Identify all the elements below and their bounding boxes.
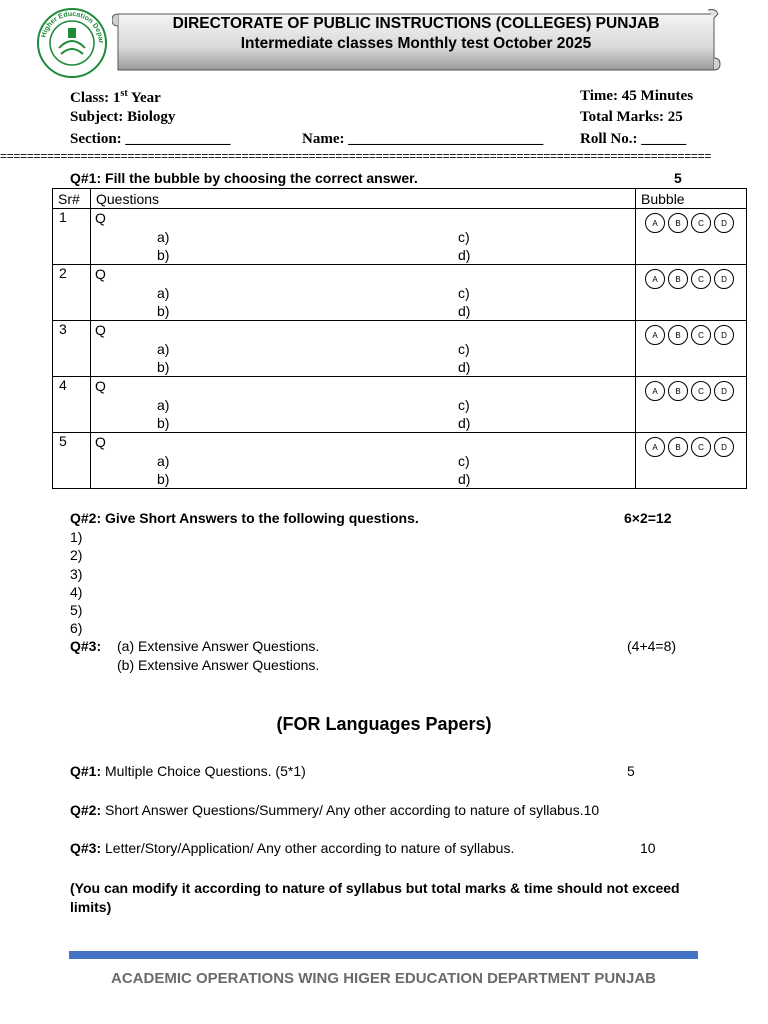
q3-marks: (4+4=8) [627, 638, 677, 654]
answer-bubble-a[interactable]: A [645, 325, 665, 345]
bubble-cell [636, 265, 747, 321]
question-cell [91, 433, 636, 489]
row-number: 2 [53, 265, 91, 321]
answer-bubble-a[interactable]: A [645, 437, 665, 457]
option-a: a) [157, 285, 170, 301]
option-c: c) [458, 229, 470, 245]
answer-bubble-b[interactable]: B [668, 381, 688, 401]
list-item: 6) [70, 620, 83, 637]
option-c: c) [458, 341, 470, 357]
name-field: Name: __________________________ [302, 131, 544, 147]
lang-q1-marks: 5 [627, 763, 635, 779]
answer-bubble-d[interactable]: D [714, 325, 734, 345]
footer-text: ACADEMIC OPERATIONS WING HIGER EDUCATION DEPARTMENT PUNJAB [110, 970, 656, 987]
bubble-cell [636, 209, 747, 265]
answer-bubble-a[interactable]: A [645, 213, 665, 233]
question-label: Q [95, 322, 106, 338]
option-c: c) [458, 397, 470, 413]
answer-bubble-d[interactable]: D [714, 437, 734, 457]
list-item: 2) [70, 547, 83, 564]
question-label: Q [95, 266, 106, 282]
header-title [118, 14, 714, 54]
option-b: b) [157, 471, 170, 487]
table-row [53, 433, 747, 489]
table-row [53, 377, 747, 433]
q3-label: Q#3: [70, 638, 102, 654]
answer-bubble-b[interactable]: B [668, 269, 688, 289]
bubble-cell [636, 377, 747, 433]
row-number: 4 [53, 377, 91, 433]
option-a: a) [157, 341, 170, 357]
question-cell [91, 377, 636, 433]
q3-part-b: (b) Extensive Answer Questions. [117, 657, 320, 673]
header-line-1: DIRECTORATE OF PUBLIC INSTRUCTIONS (COLLEGES) PUNJAB [172, 15, 660, 32]
lang-q3: Q#3: Letter/Story/Application/ Any other according to nature of syllabus. [70, 840, 515, 856]
list-item: 3) [70, 565, 83, 582]
option-c: c) [458, 285, 470, 301]
logo-text: Higher Education Depar [40, 10, 105, 44]
option-d: d) [458, 471, 471, 487]
answer-bubble-d[interactable]: D [714, 381, 734, 401]
question-cell [91, 321, 636, 377]
option-b: b) [157, 247, 170, 263]
answer-bubble-c[interactable]: C [691, 269, 711, 289]
answer-bubble-b[interactable]: B [668, 325, 688, 345]
option-a: a) [157, 229, 170, 245]
q2-title: Q#2: Give Short Answers to the following questions. [70, 510, 419, 526]
answer-bubble-c[interactable]: C [691, 213, 711, 233]
row-number: 5 [53, 433, 91, 489]
mcq-header-row [53, 189, 747, 209]
languages-heading: (FOR Languages Papers) [276, 714, 492, 734]
answer-bubble-c[interactable]: C [691, 325, 711, 345]
option-a: a) [157, 397, 170, 413]
languages-note: (You can modify it according to nature of syllabus but total marks & time should not exceed limits) [70, 880, 680, 915]
bubble-cell [636, 321, 747, 377]
header-line-2: Intermediate classes Monthly test October 2025 [240, 35, 592, 52]
roll-field: Roll No.: ______ [580, 131, 687, 147]
answer-bubble-b[interactable]: B [668, 213, 688, 233]
question-label: Q [95, 378, 106, 394]
mcq-table [52, 188, 747, 489]
time-info: Time: 45 Minutes [580, 88, 694, 104]
option-a: a) [157, 453, 170, 469]
table-row [53, 321, 747, 377]
separator-line: ========================================================================================================== [0, 150, 712, 162]
table-row [53, 265, 747, 321]
answer-bubble-b[interactable]: B [668, 437, 688, 457]
table-row [53, 209, 747, 265]
answer-bubble-d[interactable]: D [714, 269, 734, 289]
lang-q1: Q#1: Multiple Choice Questions. (5*1) [70, 763, 306, 779]
class-info: Class: 1st Year [70, 88, 161, 106]
footer-bar [69, 951, 698, 959]
header-bubble: Bubble [636, 189, 747, 209]
list-item: 4) [70, 583, 83, 600]
row-number: 1 [53, 209, 91, 265]
answer-bubble-a[interactable]: A [645, 381, 665, 401]
question-label: Q [95, 210, 106, 226]
q3-part-a: (a) Extensive Answer Questions. [117, 638, 320, 654]
q1-marks: 5 [674, 170, 682, 186]
option-d: d) [458, 415, 471, 431]
list-item: 5) [70, 602, 83, 619]
list-item: 1) [70, 529, 83, 545]
total-marks-info: Total Marks: 25 [580, 109, 683, 125]
department-logo [35, 6, 109, 80]
answer-bubble-d[interactable]: D [714, 213, 734, 233]
option-d: d) [458, 303, 471, 319]
question-cell [91, 265, 636, 321]
option-b: b) [157, 359, 170, 375]
question-cell [91, 209, 636, 265]
header-questions: Questions [91, 189, 636, 209]
q2-marks: 6×2=12 [624, 510, 672, 526]
answer-bubble-c[interactable]: C [691, 437, 711, 457]
question-label: Q [95, 434, 106, 450]
option-c: c) [458, 453, 470, 469]
bubble-cell [636, 433, 747, 489]
section-field: Section: ______________ [70, 131, 231, 147]
q1-title: Q#1: Fill the bubble by choosing the correct answer. [70, 170, 418, 186]
row-number: 3 [53, 321, 91, 377]
lang-q3-marks: 10 [640, 840, 656, 856]
q2-list [70, 528, 82, 638]
option-b: b) [157, 303, 170, 319]
option-b: b) [157, 415, 170, 431]
answer-bubble-a[interactable]: A [645, 269, 665, 289]
option-d: d) [458, 359, 471, 375]
subject-info: Subject: Biology [70, 109, 176, 125]
answer-bubble-c[interactable]: C [691, 381, 711, 401]
lang-q2: Q#2: Short Answer Questions/Summery/ Any other according to nature of syllabus.10 [70, 802, 600, 818]
header-sr: Sr# [53, 189, 91, 209]
option-d: d) [458, 247, 471, 263]
